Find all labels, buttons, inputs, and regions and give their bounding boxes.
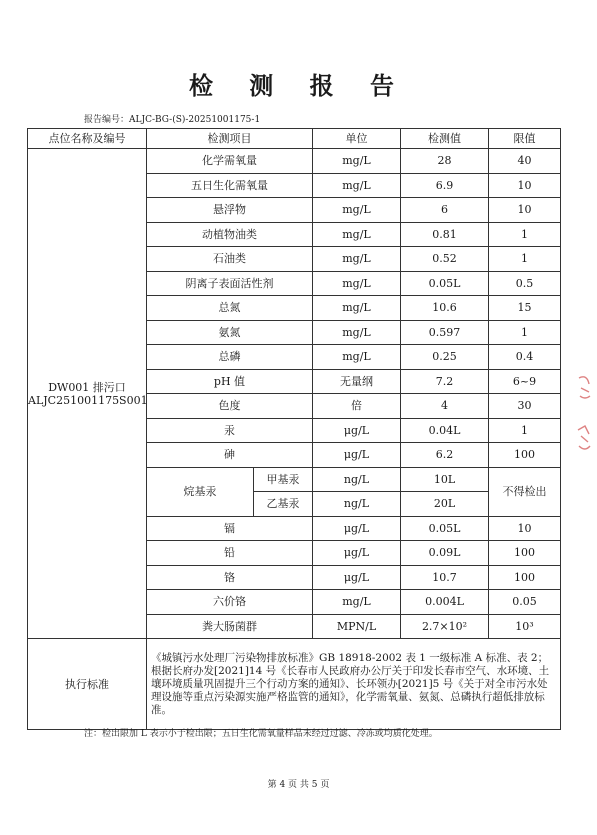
item-cell: 总氮 xyxy=(147,296,313,321)
header-unit: 单位 xyxy=(313,129,401,149)
unit-cell: mg/L xyxy=(313,173,401,198)
group-cell: 烷基汞 xyxy=(147,467,254,516)
value-cell: 0.05L xyxy=(401,271,489,296)
value-cell: 6.9 xyxy=(401,173,489,198)
unit-cell: mg/L xyxy=(313,149,401,174)
limit-cell: 15 xyxy=(489,296,561,321)
item-cell: 色度 xyxy=(147,394,313,419)
standard-row xyxy=(28,639,561,730)
value-cell: 0.05L xyxy=(401,516,489,541)
item-cell: 粪大肠菌群 xyxy=(147,614,313,639)
unit-cell: mg/L xyxy=(313,320,401,345)
item-cell: 铬 xyxy=(147,565,313,590)
results-table xyxy=(27,128,561,730)
header-limit: 限值 xyxy=(489,129,561,149)
limit-cell: 1 xyxy=(489,222,561,247)
value-cell: 10L xyxy=(401,467,489,492)
value-cell: 28 xyxy=(401,149,489,174)
report-number: 报告编号：ALJC-BG-(S)-20251001175-1 xyxy=(84,115,261,125)
unit-cell: 无量纲 xyxy=(313,369,401,394)
limit-cell: 10³ xyxy=(489,614,561,639)
table-header-row xyxy=(28,129,561,149)
value-cell: 0.04L xyxy=(401,418,489,443)
item-cell: 动植物油类 xyxy=(147,222,313,247)
unit-cell: mg/L xyxy=(313,296,401,321)
limit-cell: 40 xyxy=(489,149,561,174)
value-cell: 0.81 xyxy=(401,222,489,247)
item-cell: 石油类 xyxy=(147,247,313,272)
item-cell: 铅 xyxy=(147,541,313,566)
table-row xyxy=(28,149,561,174)
value-cell: 0.52 xyxy=(401,247,489,272)
unit-cell: mg/L xyxy=(313,222,401,247)
point-name: DW001 排污口 xyxy=(48,380,126,394)
value-cell: 0.597 xyxy=(401,320,489,345)
limit-cell: 1 xyxy=(489,247,561,272)
value-cell: 2.7×10² xyxy=(401,614,489,639)
standard-label: 执行标准 xyxy=(28,639,147,730)
limit-cell: 不得检出 xyxy=(489,467,561,516)
page-footer: 第 4 页 共 5 页 xyxy=(267,780,330,790)
item-cell: 氨氮 xyxy=(147,320,313,345)
unit-cell: μg/L xyxy=(313,565,401,590)
limit-cell: 10 xyxy=(489,198,561,223)
unit-cell: mg/L xyxy=(313,590,401,615)
unit-cell: mg/L xyxy=(313,247,401,272)
report-title: 检 测 报 告 xyxy=(188,71,409,100)
point-cell xyxy=(28,149,147,639)
subitem-cell: 乙基汞 xyxy=(254,492,313,517)
item-cell: 五日生化需氧量 xyxy=(147,173,313,198)
value-cell: 0.004L xyxy=(401,590,489,615)
header-value: 检测值 xyxy=(401,129,489,149)
item-cell: 化学需氧量 xyxy=(147,149,313,174)
limit-cell: 0.4 xyxy=(489,345,561,370)
item-cell: 汞 xyxy=(147,418,313,443)
value-cell: 10.6 xyxy=(401,296,489,321)
item-cell: 六价铬 xyxy=(147,590,313,615)
item-cell: 总磷 xyxy=(147,345,313,370)
unit-cell: μg/L xyxy=(313,418,401,443)
item-cell: pH 值 xyxy=(147,369,313,394)
unit-cell: mg/L xyxy=(313,198,401,223)
unit-cell: μg/L xyxy=(313,443,401,468)
value-cell: 6 xyxy=(401,198,489,223)
unit-cell: μg/L xyxy=(313,516,401,541)
seal-stamp-icon xyxy=(573,370,595,480)
unit-cell: ng/L xyxy=(313,467,401,492)
limit-cell: 0.05 xyxy=(489,590,561,615)
item-cell: 悬浮物 xyxy=(147,198,313,223)
unit-cell: mg/L xyxy=(313,345,401,370)
limit-cell: 100 xyxy=(489,541,561,566)
standard-text: 《城镇污水处理厂污染物排放标准》GB 18918-2002 表 1 一级标准 A 标准、表 2；根据长府办发[2021]14 号《长春市人民政府办公厅关于印发长春市空气、水环境、土壤环境质量巩固提升三个行动方案的通知》、长环领办[2021]5 号《关于对全市污水处理设施等重点污染源实施严格监管的通知》，化学需氧量、氨氮、总磷执行超低排放标准。 xyxy=(147,639,561,730)
header-item: 检测项目 xyxy=(147,129,313,149)
value-cell: 0.25 xyxy=(401,345,489,370)
unit-cell: mg/L xyxy=(313,271,401,296)
unit-cell: MPN/L xyxy=(313,614,401,639)
limit-cell: 10 xyxy=(489,173,561,198)
header-point: 点位名称及编号 xyxy=(28,129,147,149)
item-cell: 镉 xyxy=(147,516,313,541)
value-cell: 20L xyxy=(401,492,489,517)
limit-cell: 100 xyxy=(489,565,561,590)
unit-cell: 倍 xyxy=(313,394,401,419)
subitem-cell: 甲基汞 xyxy=(254,467,313,492)
value-cell: 10.7 xyxy=(401,565,489,590)
limit-cell: 0.5 xyxy=(489,271,561,296)
value-cell: 6.2 xyxy=(401,443,489,468)
value-cell: 7.2 xyxy=(401,369,489,394)
limit-cell: 1 xyxy=(489,418,561,443)
point-code: ALJC251001175S001 xyxy=(28,393,148,407)
limit-cell: 6~9 xyxy=(489,369,561,394)
table-note: 注：检出限加 L 表示小于检出限；五日生化需氧量样品未经过过滤、冷冻或均质化处理。 xyxy=(84,729,438,739)
item-cell: 砷 xyxy=(147,443,313,468)
item-cell: 阴离子表面活性剂 xyxy=(147,271,313,296)
value-cell: 4 xyxy=(401,394,489,419)
limit-cell: 10 xyxy=(489,516,561,541)
unit-cell: ng/L xyxy=(313,492,401,517)
limit-cell: 30 xyxy=(489,394,561,419)
seal-stamp-fragment xyxy=(573,370,595,480)
limit-cell: 1 xyxy=(489,320,561,345)
limit-cell: 100 xyxy=(489,443,561,468)
unit-cell: μg/L xyxy=(313,541,401,566)
value-cell: 0.09L xyxy=(401,541,489,566)
